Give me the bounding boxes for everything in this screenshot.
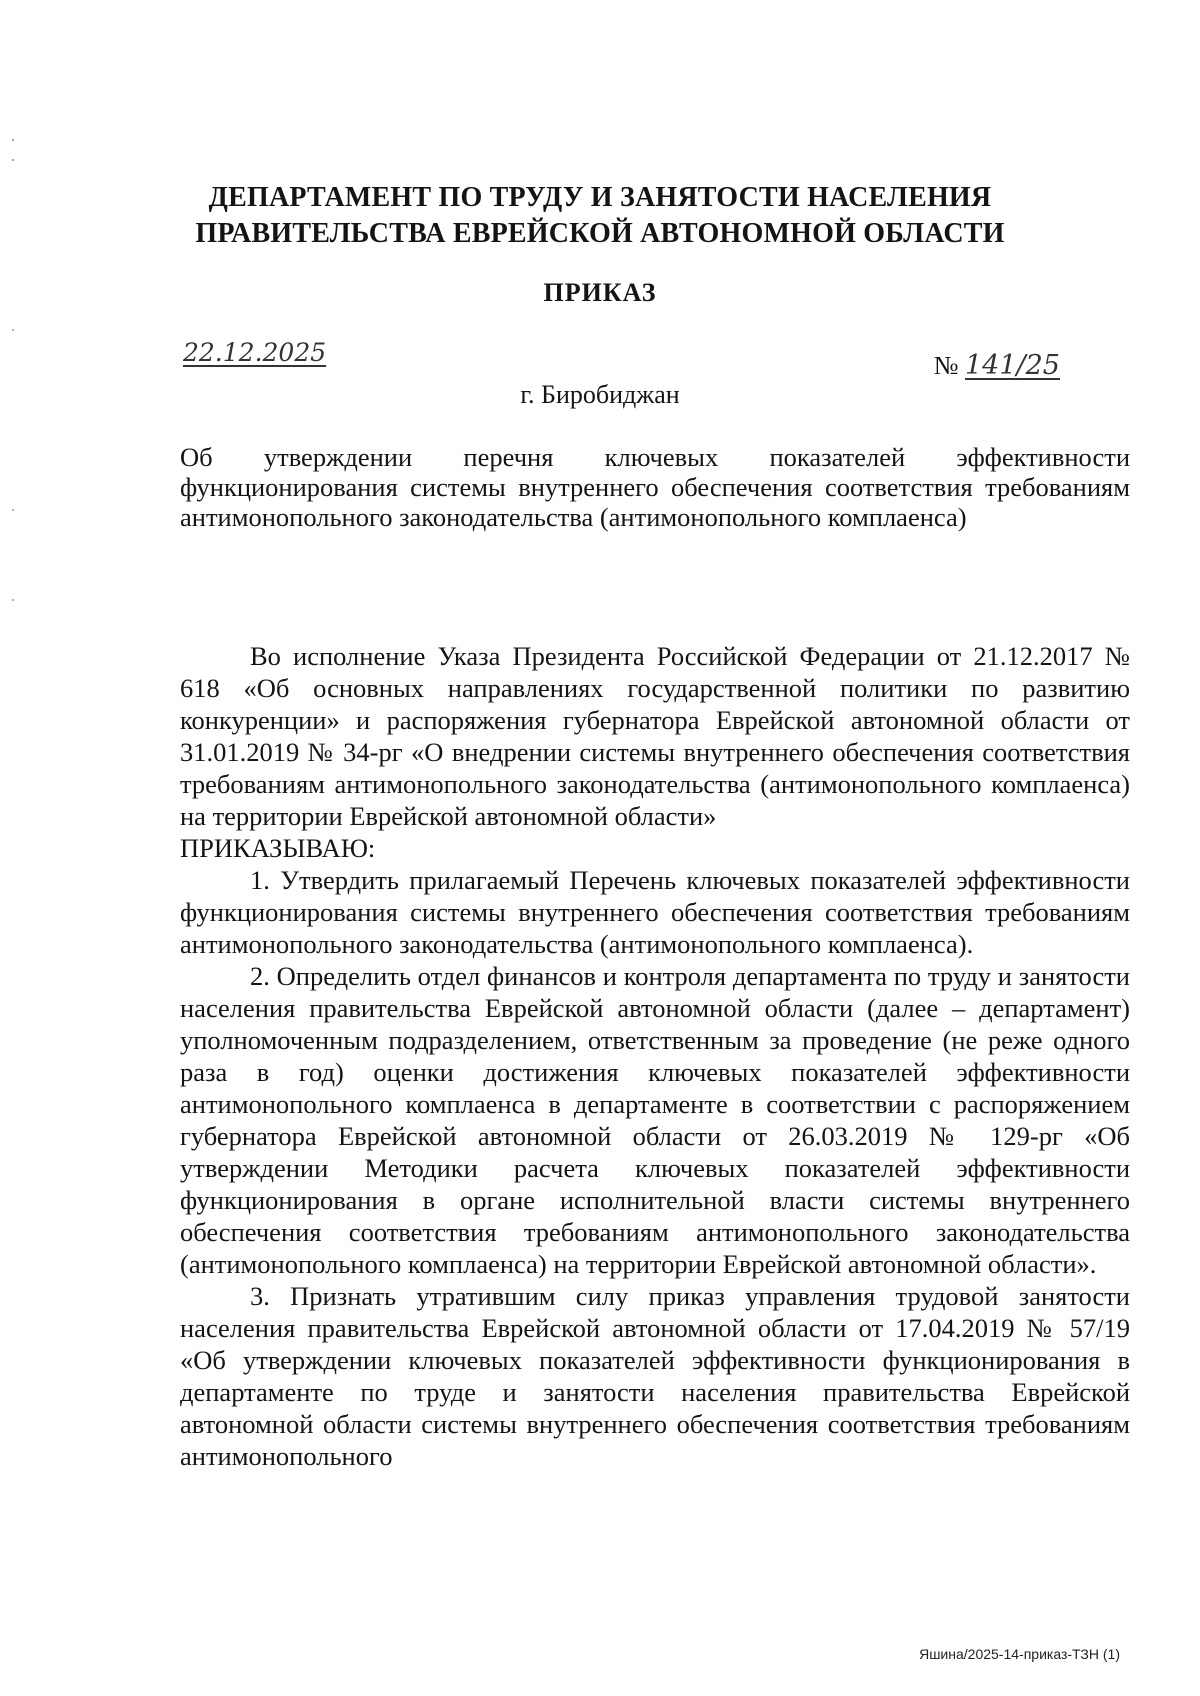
order-word: ПРИКАЗЫВАЮ: bbox=[180, 833, 376, 863]
order-title: ПРИКАЗ bbox=[543, 278, 657, 307]
scan-margin-marks bbox=[8, 130, 18, 730]
order-item-2: 2. Определить отдел финансов и контроля департамента по труду и занятости населения правительства Еврейской автономной области (далее – департамент) уполномоченным подразделением, ответственным за проведение (не реже одного раза в год) оценки достижения ключевых показателей эффективности антимонопольного комплаенса в департаменте в соответствии с распоряжением губернатора Еврейской автономной области от 26.03.2019 № 129-рг «Об утверждении Методики расчета ключевых показателей эффективности функционирования в органе исполнительной власти системы внутреннего обеспечения соответствия требованиям антимонопольного законодательства (антимонопольного комплаенса) на территории Еврейской автономной области». bbox=[180, 961, 1130, 1279]
department-header bbox=[180, 180, 1020, 252]
header-line-2: ПРАВИТЕЛЬСТВА ЕВРЕЙСКОЙ АВТОНОМНОЙ ОБЛАСТИ bbox=[195, 218, 1005, 249]
order-item-3: 3. Признать утратившим силу приказ управления трудовой занятости населения правительства Еврейской автономной области от 17.04.2019 № 57/19 «Об утверждении ключевых показателей эффективности функционирования в департаменте по труде и занятости населения правительства Еврейской автономной области системы внутреннего обеспечения соответствия требованиям антимонопольного bbox=[180, 1281, 1130, 1471]
header-line-1: ДЕПАРТАМЕНТ ПО ТРУДУ И ЗАНЯТОСТИ НАСЕЛЕНИЯ bbox=[208, 182, 992, 213]
order-body bbox=[180, 640, 1130, 1472]
city: г. Биробиджан bbox=[520, 380, 680, 409]
order-subject: Об утверждении перечня ключевых показателей эффективности функционирования системы внутреннего обеспечения соответствия требованиям антимонопольного законодательства (антимонопольного комплаенса) bbox=[180, 442, 1130, 532]
preamble: Во исполнение Указа Президента Российской Федерации от 21.12.2017 № 618 «Об основных направлениях государственной политики по развитию конкуренции» и распоряжения губернатора Еврейской автономной области от 31.01.2019 № 34-рг «О внедрении системы внутреннего обеспечения соответствия требованиям антимонопольного законодательства (антимонопольного комплаенса) на территории Еврейской автономной области» bbox=[180, 641, 1130, 831]
order-item-1: 1. Утвердить прилагаемый Перечень ключевых показателей эффективности функционирования системы внутреннего обеспечения соответствия требованиям антимонопольного законодательства (антимонопольного комплаенса). bbox=[180, 865, 1130, 959]
number-sign: № bbox=[933, 351, 959, 380]
footer-reference: Яшина/2025-14-приказ-ТЗН (1) bbox=[919, 1646, 1120, 1662]
order-number bbox=[934, 350, 1060, 381]
order-date: 22.12.2025 bbox=[183, 338, 327, 367]
number-value: 141/25 bbox=[965, 350, 1060, 381]
